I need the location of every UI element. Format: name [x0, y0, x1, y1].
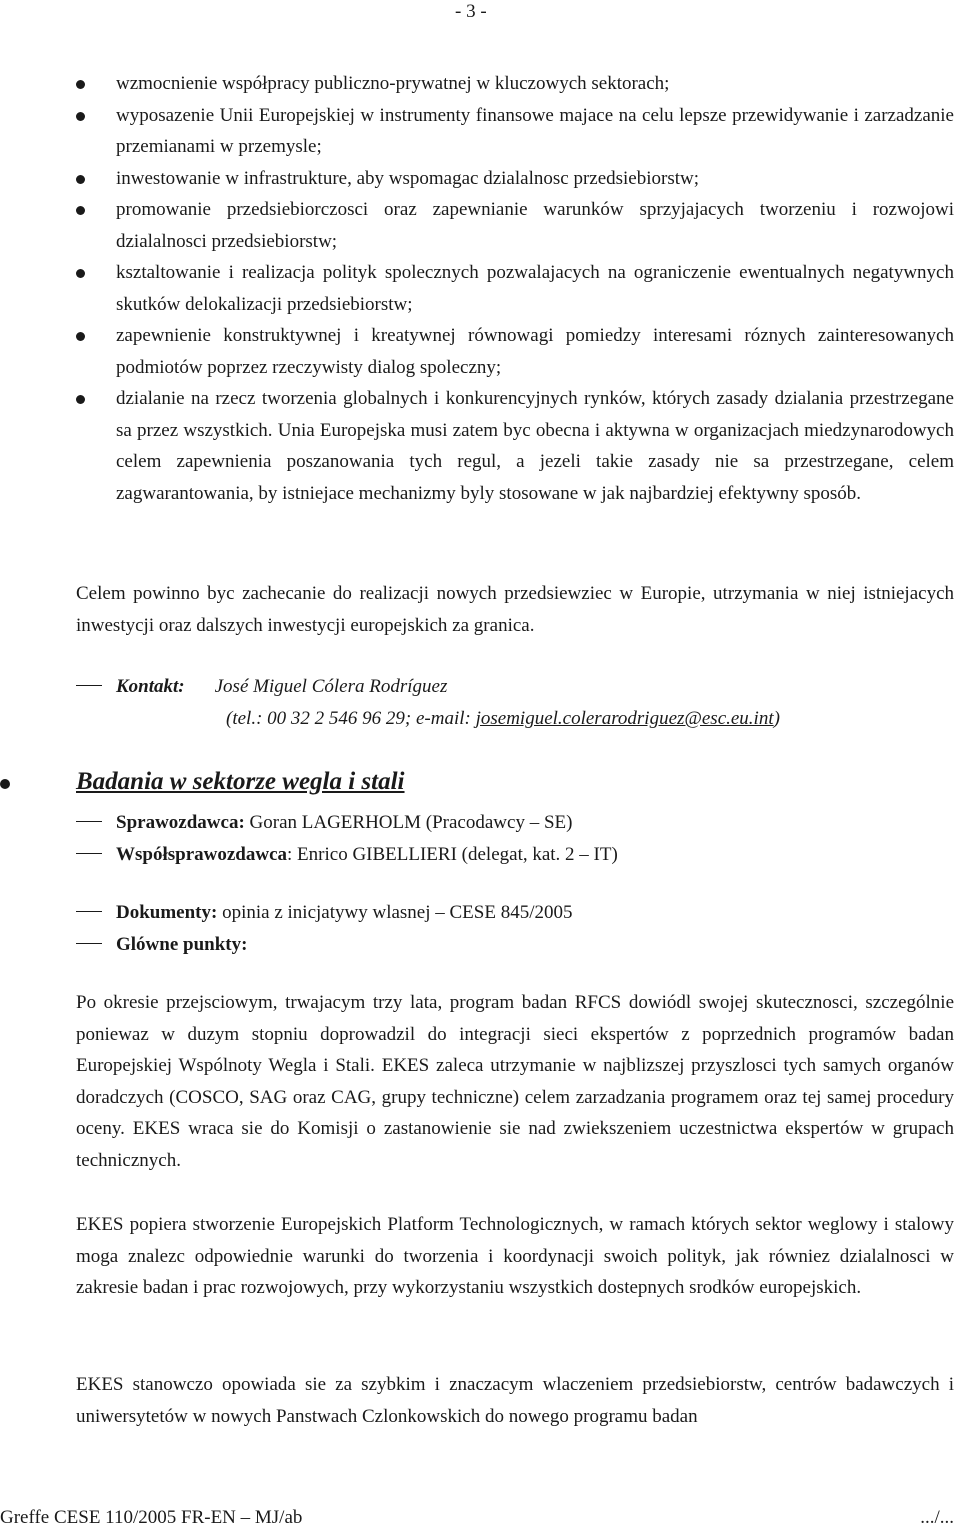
- contact-suffix: ): [773, 708, 780, 729]
- documents-value: opinia z inicjatywy wlasnej – CESE 845/2005: [222, 902, 573, 923]
- body-paragraph: EKES popiera stworzenie Europejskich Platform Technologicznych, w ramach których sektor weglowy i stalowy moga znalezc odpowiednie warunki do tworzenia i koordynacji swoich polityk, jak równiez dzialalnosci w zakresie badan i prac rozwojowych, przy wykorzystaniu wszystkich dostepnych srodków europejskich.: [76, 1214, 954, 1298]
- list-item: ksztaltowanie i realizacja polityk spolecznych pozwalajacych na ograniczenie ewentualnych negatywnych skutków delokalizacji przedsiebiorstw;: [0, 257, 960, 320]
- rapporteur-line: [76, 807, 954, 838]
- footer-reference: Greffe CESE 110/2005 FR-EN – MJ/ab: [0, 1507, 303, 1528]
- contact-tel: (tel.: 00 32 2 546 96 29; e-mail:: [226, 708, 476, 729]
- list-item: zapewnienie konstruktywnej i kreatywnej równowagi pomiedzy interesami róznych zainteresowanych podmiotów poprzez rzeczywisty dialog spoleczny;: [0, 320, 960, 383]
- dash-icon: [76, 685, 102, 686]
- dash-icon: [76, 943, 102, 944]
- rapporteur-label: Sprawozdawca:: [116, 812, 245, 833]
- documents-line: [76, 897, 954, 928]
- bullet-icon: [76, 332, 85, 341]
- contact-line: [76, 671, 954, 702]
- dash-icon: [76, 853, 102, 854]
- main-points-label: Glówne punkty:: [116, 934, 248, 955]
- contact-details: [226, 703, 954, 734]
- contact-email-link[interactable]: josemiguel.colerarodriguez@esc.eu.int: [475, 708, 774, 729]
- body-paragraph: EKES stanowczo opowiada sie za szybkim i znaczacym wlaczeniem przedsiebiorstw, centrów badawczych i uniwersytetów w nowych Panstwach Czlonkowskich do nowego programu badan: [76, 1374, 954, 1427]
- bullet-list: [0, 68, 960, 509]
- body-paragraph: Po okresie przejsciowym, trwajacym trzy lata, program badan RFCS dowiódl swojej skutecznosci, szczególnie poniewaz w duzym stopniu doprowadzil do integracji sieci ekspertów z poprzednich programów badan Europejskiej Wspólnoty Wegla i Stali. EKES zaleca utrzymanie w najblizszej przyszlosci tych samych organów doradczych (COSCO, SAG oraz CAG, grupy techniczne) celem zarzadzania programem oraz tej samej procedury oceny. EKES wraca sie do Komisji o zastanowienie sie nad zwiekszeniem uczestnictwa ekspertów w grupach technicznych.: [76, 992, 954, 1171]
- corapporteur-line: [76, 839, 954, 870]
- main-points-line: [76, 929, 954, 960]
- bullet-icon: [76, 112, 85, 121]
- bullet-icon: [76, 206, 85, 215]
- list-item: wzmocnienie współpracy publiczno-prywatnej w kluczowych sektorach;: [0, 68, 960, 100]
- section-title: Badania w sektorze wegla i stali: [76, 768, 405, 795]
- list-item: inwestowanie w infrastrukture, aby wspomagac dzialalnosc przedsiebiorstw;: [0, 163, 960, 195]
- bullet-icon: [76, 80, 85, 89]
- corapporteur-value: : Enrico GIBELLIERI (delegat, kat. 2 – IT): [287, 844, 618, 865]
- goal-paragraph: Celem powinno byc zachecanie do realizacji nowych przedsiewziec w Europie, utrzymania w niej istniejacych inwestycji oraz dalszych inwestycji europejskich za granica.: [76, 583, 954, 636]
- corapporteur-label: Współsprawozdawca: [116, 844, 288, 865]
- dash-icon: [76, 821, 102, 822]
- bullet-icon: [76, 269, 85, 278]
- dash-icon: [76, 911, 102, 912]
- section-bullet-icon: [0, 779, 10, 789]
- contact-name: José Miguel Cólera Rodríguez: [214, 676, 448, 697]
- rapporteur-value: Goran LAGERHOLM (Pracodawcy – SE): [249, 812, 573, 833]
- bullet-icon: [76, 175, 85, 184]
- list-item: promowanie przedsiebiorczosci oraz zapewnianie warunków sprzyjajacych tworzeniu i rozwojowi dzialalnosci przedsiebiorstw;: [0, 194, 960, 257]
- documents-label: Dokumenty:: [116, 902, 218, 923]
- contact-label: Kontakt:: [116, 676, 185, 697]
- bullet-icon: [76, 395, 85, 404]
- list-item: wyposazenie Unii Europejskiej w instrumenty finansowe majace na celu lepsze przewidywanie i zarzadzanie przemianami w przemysle;: [0, 100, 960, 163]
- list-item: dzialanie na rzecz tworzenia globalnych i konkurencyjnych rynków, których zasady dzialania przestrzegane sa przez wszystkich. Unia Europejska musi zatem byc obecna i aktywna w organizacjach miedzynarodowych celem zapewnienia poszanowania tych regul, a jezeli takie zasady nie sa przestrzegane, celem zagwarantowania, by istniejace mechanizmy byly stosowane w jak najbardziej efektywny sposób.: [0, 383, 960, 509]
- footer-continuation: .../...: [920, 1507, 954, 1528]
- page-number: - 3 -: [455, 1, 487, 22]
